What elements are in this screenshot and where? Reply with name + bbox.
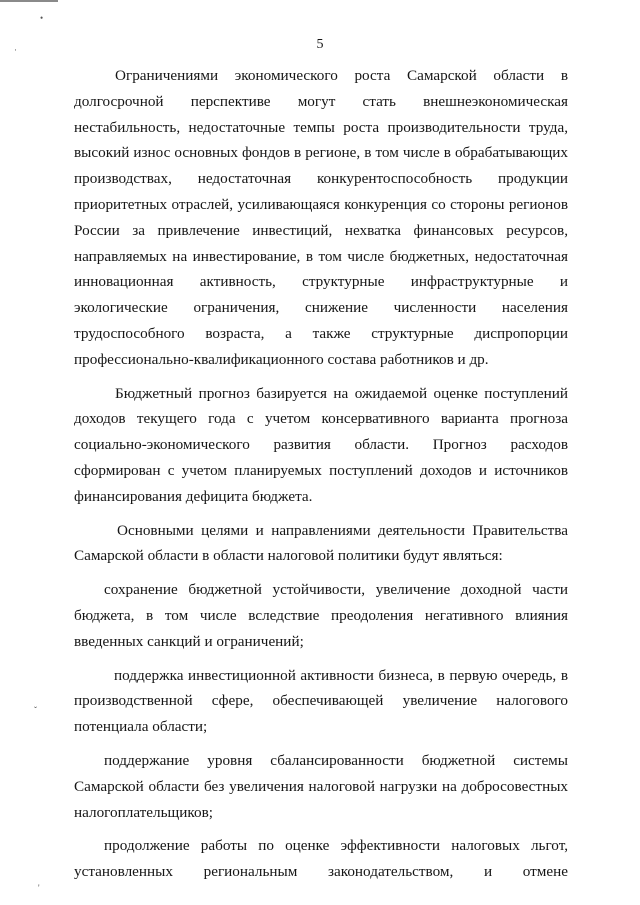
text-line: Ограничениями экономического роста Самарской области в bbox=[115, 67, 568, 84]
text-line: приоритетных отраслей, усиливающаяся конкуренция со стороны регионов bbox=[74, 195, 568, 213]
text-line: Самарской области без увеличения налоговой нагрузки на добросовестных bbox=[74, 777, 568, 795]
paragraph-budget-forecast bbox=[74, 381, 568, 510]
text-line: сохранение бюджетной устойчивости, увеличение доходной части bbox=[104, 581, 568, 599]
text-line: производственной сфере, обеспечивающей увеличение налогового bbox=[74, 692, 568, 710]
text-line: нестабильность, недостаточные темпы роста производительности труда, bbox=[74, 118, 568, 136]
text-line: производствах, недостаточная конкурентоспособность продукции bbox=[74, 170, 568, 188]
list-item-balance bbox=[74, 748, 568, 825]
text-line: долгосрочной перспективе могут стать внешнеэкономическая bbox=[74, 92, 568, 110]
text-line: сформирован с учетом планируемых поступлений доходов и источников bbox=[74, 461, 568, 479]
scan-speck: · bbox=[14, 45, 17, 55]
text-line: Основными целями и направлениями деятельности Правительства bbox=[117, 521, 568, 539]
text-line: направляемых на инвестирование, в том числе бюджетных, недостаточная bbox=[74, 247, 568, 265]
list-item-tax-benefits bbox=[74, 833, 568, 885]
text-line: введенных санкций и ограничений; bbox=[74, 632, 304, 650]
text-line: трудоспособного возраста, а также структурные диспропорции bbox=[74, 324, 568, 342]
scan-speck: • bbox=[40, 13, 44, 23]
text-line: экологические ограничения, снижение численности населения bbox=[74, 299, 568, 317]
text-line: Бюджетный прогноз базируется на ожидаемой оценке поступлений bbox=[115, 384, 568, 402]
text-line: продолжение работы по оценке эффективности налоговых льгот, bbox=[104, 837, 568, 855]
text-line: финансирования дефицита бюджета. bbox=[74, 487, 313, 505]
text-line: высокий износ основных фондов в регионе, в том числе в обрабатывающих bbox=[74, 144, 568, 162]
text-line: потенциала области; bbox=[74, 718, 208, 736]
text-line: налогоплательщиков; bbox=[74, 803, 213, 821]
list-item-budget-stability bbox=[74, 577, 568, 654]
text-line: установленных региональным законодательством, и отмене bbox=[74, 863, 568, 881]
text-line: инновационная активность, структурные инфраструктурные и bbox=[74, 273, 568, 291]
scan-border-rule bbox=[0, 0, 58, 2]
page-number: 5 bbox=[316, 37, 324, 52]
scan-speck: ' bbox=[38, 883, 40, 893]
text-line: доходов текущего года с учетом консервативного варианта прогноза bbox=[74, 410, 568, 428]
text-line: поддержка инвестиционной активности бизнеса, в первую очередь, в bbox=[114, 666, 568, 684]
paragraph-tax-policy-goals bbox=[74, 518, 568, 570]
text-line: России за привлечение инвестиций, нехватка финансовых ресурсов, bbox=[74, 221, 568, 239]
text-line: Самарской области в области налоговой политики будут являться: bbox=[74, 547, 503, 565]
text-line: бюджета, в том числе вследствие преодоления негативного влияния bbox=[74, 606, 568, 624]
text-line: социально-экономического развития области. Прогноз расходов bbox=[74, 436, 568, 454]
paragraph-growth-constraints bbox=[74, 63, 568, 373]
document-body bbox=[74, 63, 568, 885]
text-line: поддержание уровня сбалансированности бюджетной системы bbox=[104, 751, 568, 769]
list-item-investment-support bbox=[74, 663, 568, 740]
text-line: профессионально-квалификационного состава работников и др. bbox=[74, 350, 489, 368]
scan-speck: ˇ bbox=[34, 705, 37, 715]
